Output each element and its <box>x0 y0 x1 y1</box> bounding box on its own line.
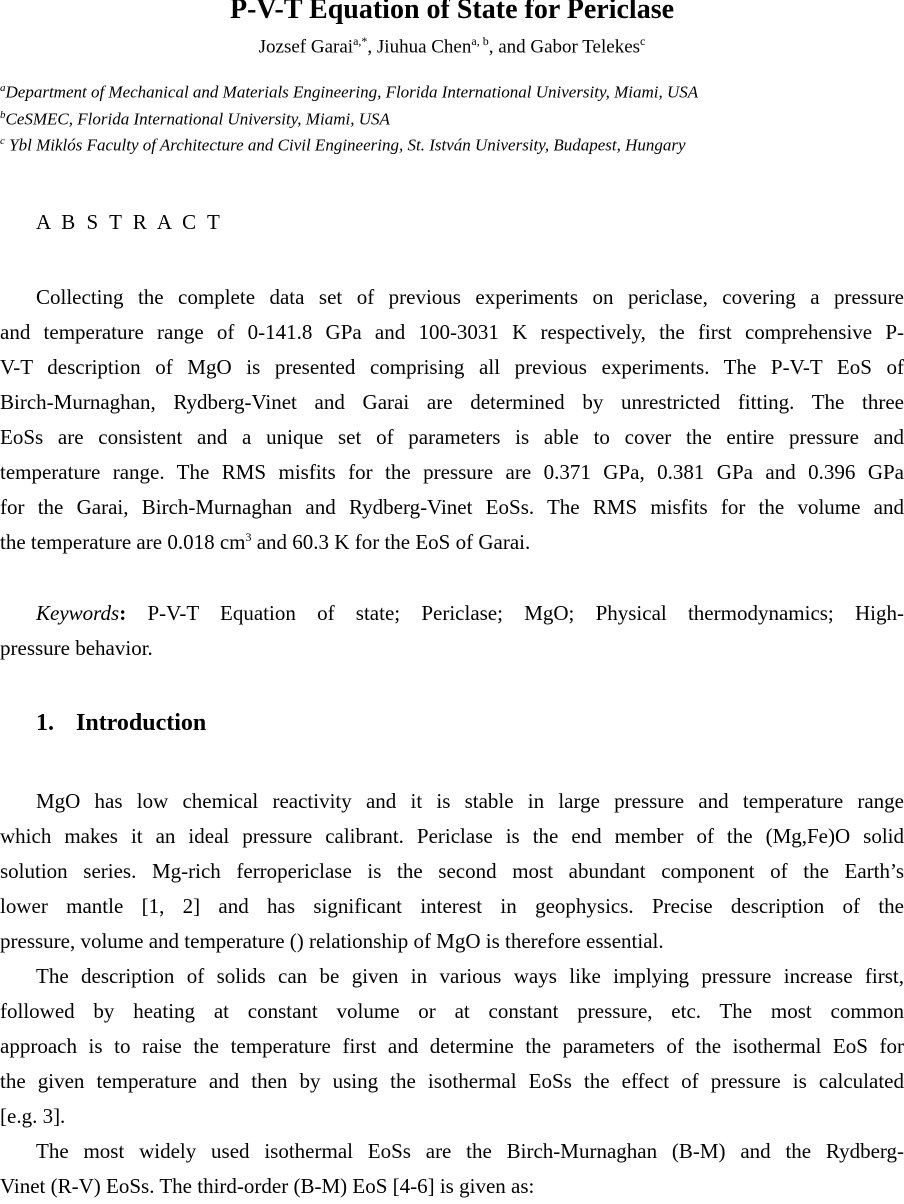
affiliation-mark: b <box>0 108 6 121</box>
author-separator: , <box>367 36 377 58</box>
abstract-line: EoSs are consistent and a unique set of parameters is able to cover the entire pressure and <box>0 425 904 449</box>
intro-line: MgO has low chemical reactivity and it is stable in large pressure and temperature range <box>36 789 904 813</box>
keywords-colon: : <box>119 601 127 625</box>
abstract-line: V-T description of MgO is presented comprising all previous experiments. The P-V-T EoS of <box>0 355 904 379</box>
intro-line: The description of solids can be given in various ways like implying pressure increase first, <box>36 964 904 988</box>
affiliation-mark: c <box>0 135 5 148</box>
intro-line: The most widely used isothermal EoSs are the Birch-Murnaghan (B-M) and the Rydberg- <box>36 1139 904 1163</box>
author-affil-mark: a,* <box>353 34 368 48</box>
abstract-line: Collecting the complete data set of previous experiments on periclase, covering a pressure <box>36 285 904 309</box>
intro-line: followed by heating at constant volume or at constant pressure, etc. The most common <box>0 999 904 1023</box>
affiliation <box>0 130 904 157</box>
section-number: 1. <box>36 710 54 736</box>
affiliation-text: CeSMEC, Florida International University, Miami, USA <box>5 109 390 129</box>
affiliation-list <box>0 77 904 157</box>
author-affil-mark: c <box>640 34 646 48</box>
intro-body <box>0 784 904 1204</box>
intro-line: [e.g. 3]. <box>0 1104 66 1128</box>
author-name: Gabor Telekes <box>530 36 641 58</box>
intro-line: solution series. Mg-rich ferropericlase is the second most abundant component of the Earth’s <box>0 859 904 883</box>
keywords-line <box>0 596 904 631</box>
intro-line: the given temperature and then by using the isothermal EoSs the effect of pressure is calculated <box>0 1069 904 1093</box>
affiliation-text: Department of Mechanical and Materials Engineering, Florida International University, Miami, USA <box>5 82 699 102</box>
keywords-block <box>0 596 904 666</box>
abstract-line: and temperature range of 0-141.8 GPa and 100-3031 K respectively, the first comprehensive P- <box>0 320 904 344</box>
intro-line: Vinet (R-V) EoSs. The third-order (B-M) EoS [4-6] is given as: <box>0 1174 535 1198</box>
abstract-line: Birch-Murnaghan, Rydberg-Vinet and Garai are determined by unrestricted fitting. The three <box>0 390 904 414</box>
author-affil-mark: a, b <box>471 34 489 48</box>
abstract-last-line-text: and 60.3 K for the EoS of Garai. <box>251 530 531 554</box>
affiliation <box>0 104 904 131</box>
affiliation-mark: a <box>0 82 6 94</box>
author-list <box>0 28 904 60</box>
section-heading <box>36 710 206 737</box>
intro-line: lower mantle [1, 2] and has significant interest in geophysics. Precise description of the <box>0 894 904 918</box>
intro-line: approach is to raise the temperature first and determine the parameters of the isothermal EoS for <box>0 1034 904 1058</box>
author-separator: , and <box>488 36 531 58</box>
unit-exponent: 3 <box>245 530 252 544</box>
paper-title: P-V-T Equation of State for Periclase <box>229 0 675 25</box>
keywords-line: pressure behavior. <box>0 636 153 660</box>
intro-line: which makes it an ideal pressure calibrant. Periclase is the end member of the (Mg,Fe)O solid <box>0 824 904 848</box>
abstract-line: for the Garai, Birch-Murnaghan and Rydberg-Vinet EoSs. The RMS misfits for the volume and <box>0 495 904 519</box>
keywords-label: Keywords <box>36 601 120 625</box>
abstract-heading: A B S T R A C T <box>36 210 223 234</box>
abstract-body <box>0 280 904 560</box>
author-name: Jozsef Garai <box>258 36 354 58</box>
affiliation-text: Ybl Miklós Faculty of Architecture and Civil Engineering, St. István University, Budapest, Hungary <box>4 135 686 155</box>
abstract-last-line-text: the temperature are 0.018 cm <box>0 530 246 554</box>
section-title: Introduction <box>76 710 207 736</box>
abstract-last-line <box>0 525 904 560</box>
author-name: Jiuhua Chen <box>376 36 472 58</box>
affiliation <box>0 77 904 104</box>
intro-line: pressure, volume and temperature () relationship of MgO is therefore essential. <box>0 929 664 953</box>
abstract-line: temperature range. The RMS misfits for the pressure are 0.371 GPa, 0.381 GPa and 0.396 GPa <box>0 460 904 484</box>
keywords-text: P-V-T Equation of state; Periclase; MgO; Physical thermodynamics; High- <box>126 601 904 625</box>
